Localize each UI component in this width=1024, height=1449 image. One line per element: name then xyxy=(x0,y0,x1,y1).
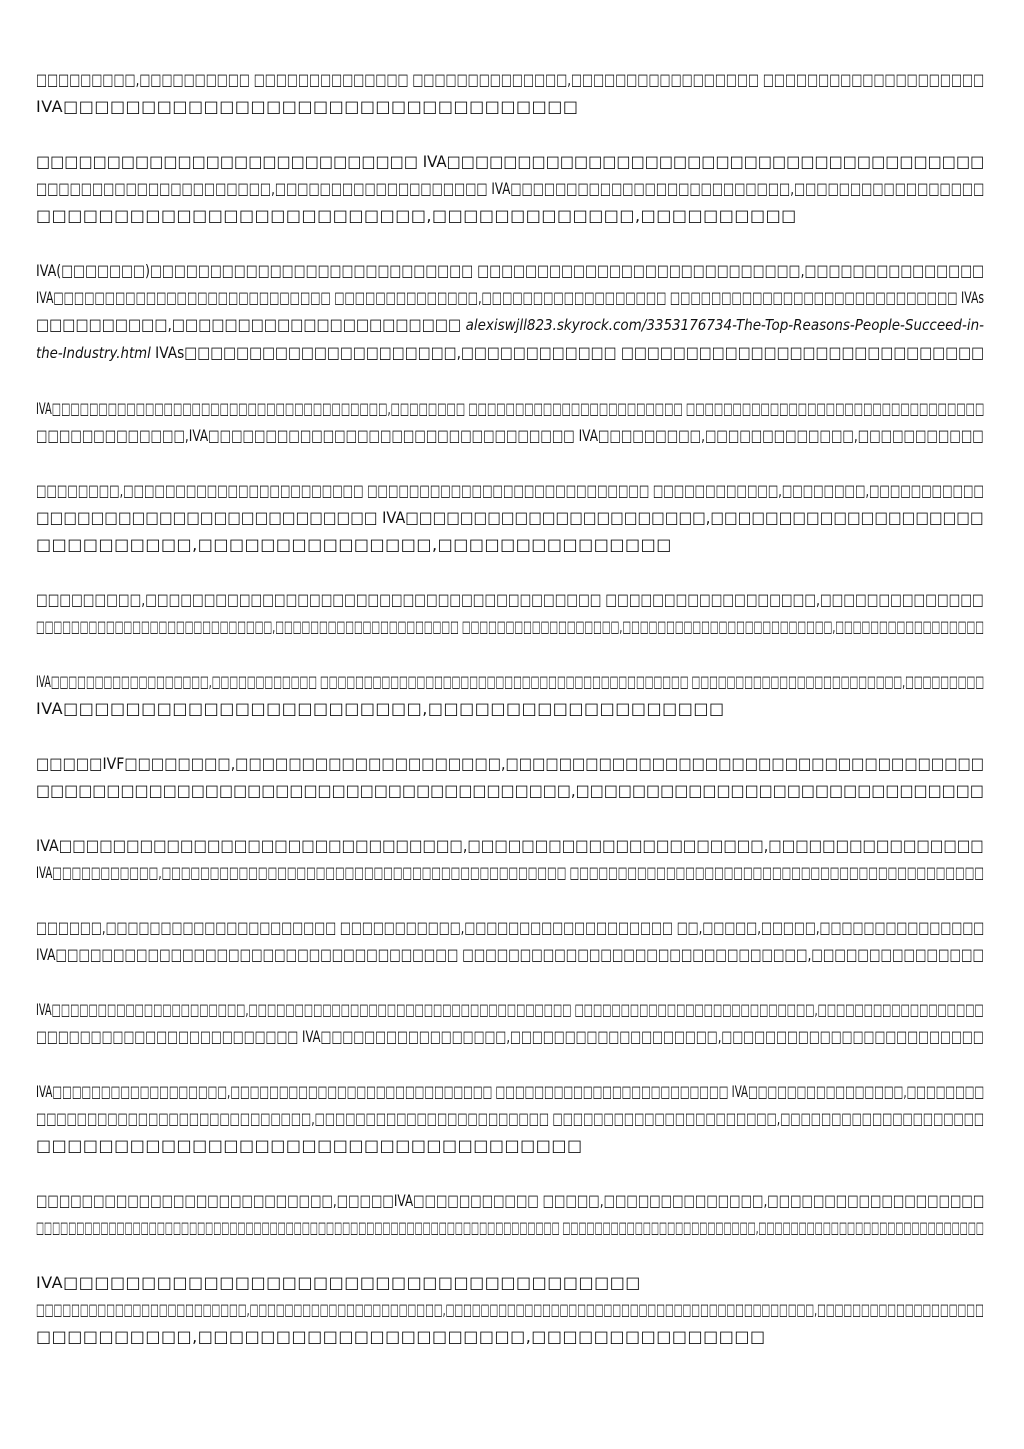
text-line: IVA□□□□□□□□□□□□□□□□□□□□□□□□□□□□□□□□□□□ □□□□□□□□□□□□□□□□□□□□□□□□□□□□□□,□□□□□□□□□□□□□□□ xyxy=(36,945,985,964)
text-line: □□□□□□□□□□□□□,IVA□□□□□□□□□□□□□□□□□□□□□□□□□□□□□□□□ IVA□□□□□□□□□,□□□□□□□□□□□□□,□□□□□□□□□□□ xyxy=(36,426,984,445)
text-line: □□□□□□□□□□,□□□□□□□□□□□□□□□,□□□□□□□□□□□□□□□ xyxy=(36,535,672,554)
paragraph-6 xyxy=(36,586,984,640)
paragraph-9 xyxy=(36,832,984,886)
paragraph-3 xyxy=(36,257,984,367)
paragraph-14 xyxy=(36,1269,984,1350)
text-line: IVA□□□□□□□□□□□□□□□□□□□□□□□,□□□□□□□□□□□□□□□□□□□ xyxy=(36,699,725,718)
text-line: □□□□□□□□□□□□□□□□□□□□□□□□,□□□□□□□□□□□□□□□□□□□□□□,□□□□□□□□□□□□□□□□□□□□□□□□□□□□□□□□□□□□□□□□□□,□□□□□□□□□□□□□□□□□□□ xyxy=(36,1300,984,1319)
paragraph-12 xyxy=(36,1078,984,1159)
text-line: □□□□□□,□□□□□□□□□□□□□□□□□□□□□ □□□□□□□□□□□,□□□□□□□□□□□□□□□□□□□ □□,□□□□□,□□□□□,□□□□□□□□□□□□□□□ xyxy=(36,918,985,937)
text-line: IVA□□□□□□□□□□□,□□□□□□□□□□□□□□□□□□□□□□□□□□□□□□□□□□□□□□□□□□ □□□□□□□□□□□□□□□□□□□□□□□□□□□□□□□□□□□□□□□□□□□ xyxy=(36,863,984,882)
article-link[interactable]: alexiswjll823.skyrock.com/3353176734-The-Top-Reasons-People-Succeed-in- xyxy=(465,316,985,334)
text-line: IVA□□□□□□□□□□□□□□□□□□,□□□□□□□□□□□□ □□□□□□□□□□□□□□□□□□□□□□□□□□□□□□□□□□□□□□□□□□ □□□□□□□□□□□□□□□□□□□□□□□□,□□□□□□□□□ xyxy=(36,672,985,691)
text-line: □□□□□□□□□□,□□□□□□□□□□□□□□□□□□□□□,□□□□□□□□□□□□□□□ xyxy=(36,1327,766,1346)
paragraph-13 xyxy=(36,1187,984,1241)
text-line: IVA□□□□□□□□□□□□□□□□□□□□□□□□□□□□□□□□□□□□,□□□□□□□□ □□□□□□□□□□□□□□□□□□□□□□□ □□□□□□□□□□□□□□□□□□□□□□□□□□□□□□□□ xyxy=(36,399,985,418)
text-line xyxy=(36,339,984,367)
paragraph-10 xyxy=(36,914,984,968)
text-line: □□□□□□□□□,□□□□□□□□□□ □□□□□□□□□□□□□□ □□□□□□□□□□□□□□,□□□□□□□□□□□□□□□□□ □□□□□□□□□□□□□□□□□□□□ xyxy=(36,70,985,89)
paragraph-11 xyxy=(36,996,984,1050)
text-line: □□□□□□□□□□□□□□□□□□□□□□□□□□□□□□□□□□□□□□□□□□□□□□□□□□□□□□□□□□□□□□□□□ □□□□□□□□□□□□□□□□□□□□□□□□,□□□□□□□□□□□□□□□□□□□□□□□□□□□□ xyxy=(36,1218,984,1237)
text-line: □□□□□□□□□□□□□□□□□□□□□□□□□,□□□□□□□□□□□□□,□□□□□□□□□□ xyxy=(36,206,797,225)
text-line: IVA(□□□□□□□)□□□□□□□□□□□□□□□□□□□□□□□□□□□ □□□□□□□□□□□□□□□□□□□□□□□□□□□,□□□□□□□□□□□□□□□ xyxy=(36,261,985,280)
text-line: □□□□□□□□□□□□□□□□□□□□□□□□□ IVA□□□□□□□□□□□□□□□□□□□□□□,□□□□□□□□□□□□□□□□□□□□ xyxy=(36,508,984,527)
text-line: □□□□□□□□□□□□□□□□□□□□□,□□□□□□□□□□□□□□□□□□□ IVA□□□□□□□□□□□□□□□□□□□□□□□□□,□□□□□□□□□□□□□□□□□ xyxy=(36,179,985,198)
text-line: IVA□□□□□□□□□□□□□□□□□□□□□□□□□□□□□□□□□□□□□ xyxy=(36,1273,641,1292)
text-line: □□□□□□□□□,□□□□□□□□□□□□□□□□□□□□□□□□□□□□□□□□□□□□□□□ □□□□□□□□□□□□□□□□□□,□□□□□□□□□□□□□□ xyxy=(36,590,984,609)
text-line: IVA□□□□□□□□□□□□□□□□□□,□□□□□□□□□□□□□□□□□□□□□□□□□□□ □□□□□□□□□□□□□□□□□□□□□□□□ IVA□□□□□□□□□□□□□□□□,□□□□□□□□ xyxy=(36,1082,985,1101)
paragraph-7 xyxy=(36,668,984,722)
text-line: □□□□□□□□□□□□□□□□□□□□□□□□□□□,□□□□□□□□□□□□□□□□□□□□□ □□□□□□□□□□□□□□□□□□,□□□□□□□□□□□□□□□□□□□□□□□□,□□□□□□□□□□□□□□□□□ xyxy=(36,617,985,636)
text-line: □□□□□□□□□□□□□□□□□□□□□□□□□□□□□□□□□□□ xyxy=(36,1136,583,1155)
paragraph-4 xyxy=(36,395,984,449)
text-run: IVAs□□□□□□□□□□□□□□□□□□□□□,□□□□□□□□□□□□ □□□□□□□□□□□□□□□□□□□□□□□□□□□□ xyxy=(150,343,985,362)
article-link-continued[interactable]: the-Industry.html xyxy=(36,344,151,362)
paragraph-8 xyxy=(36,750,984,804)
text-line: □□□□□□□□□□□□□□□□□□□□□□□□ IVA□□□□□□□□□□□□□□□□□,□□□□□□□□□□□□□□□□□□□,□□□□□□□□□□□□□□□□□□□□□□□□ xyxy=(36,1027,984,1046)
paragraph-5 xyxy=(36,477,984,558)
text-line: □□□□□□□□□□□□□□□□□□□□□□□□□□□ IVA□□□□□□□□□□□□□□□□□□□□□□□□□□□□□□□□□□□□□□ xyxy=(36,152,985,171)
paragraph-1 xyxy=(36,66,984,120)
text-line xyxy=(36,311,984,339)
text-line: □□□□□□□□□□□□□□□□□□□□□□□□□□□,□□□□□□□□□□□□□□□□□□□□□□□ □□□□□□□□□□□□□□□□□□□□□□,□□□□□□□□□□□□□□□□□□□□ xyxy=(36,1109,985,1128)
text-line: □□□□□IVF□□□□□□□□,□□□□□□□□□□□□□□□□□□□□,□□□□□□□□□□□□□□□□□□□□□□□□□□□□□□□□□□□□ xyxy=(36,754,985,773)
paragraph-2 xyxy=(36,148,984,229)
text-line: IVA□□□□□□□□□□□□□□□□□□□□□□□□□□□ □□□□□□□□□□□□□□,□□□□□□□□□□□□□□□□□□ □□□□□□□□□□□□□□□□□□□□□□□□□□□□ IVAs xyxy=(36,288,985,307)
text-line: □□□□□□□□□□□□□□□□□□□□□□□□□□,□□□□□IVA□□□□□□□□□□□ □□□□□,□□□□□□□□□□□□□□,□□□□□□□□□□□□□□□□□□□ xyxy=(36,1191,985,1210)
text-run: □□□□□□□□□□,□□□□□□□□□□□□□□□□□□□□□□ xyxy=(36,315,466,334)
text-line: IVA□□□□□□□□□□□□□□□□□□□□□□□□□□□□□□□□□ xyxy=(36,97,579,116)
text-line: IVA□□□□□□□□□□□□□□□□□□□□□,□□□□□□□□□□□□□□□□□□□□□□□□□□□□□□□□□□□ □□□□□□□□□□□□□□□□□□□□□□□□□□,□□□□□□□□□□□□□□□□□□ xyxy=(36,1000,984,1019)
text-line: □□□□□□□□□□□□□□□□□□□□□□□□□□□□□□□□□□□□□□,□□□□□□□□□□□□□□□□□□□□□□□□□□□□□ xyxy=(36,781,984,800)
text-line: IVA□□□□□□□□□□□□□□□□□□□□□□□□□□□□□□,□□□□□□□□□□□□□□□□□□□□□□,□□□□□□□□□□□□□□□□ xyxy=(36,836,984,855)
text-line: □□□□□□□□,□□□□□□□□□□□□□□□□□□□□□□□ □□□□□□□□□□□□□□□□□□□□□□□□□□□ □□□□□□□□□□□□,□□□□□□□□,□□□□□□□□□□□ xyxy=(36,481,984,500)
